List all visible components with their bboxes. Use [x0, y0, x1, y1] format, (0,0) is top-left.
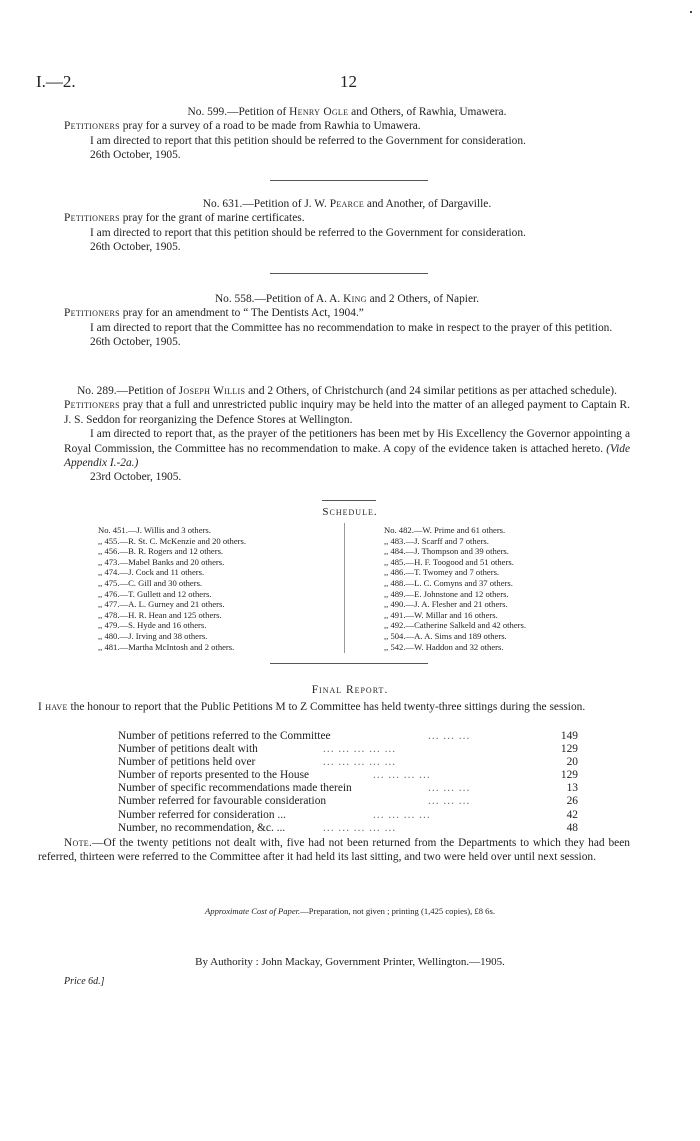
- stat-row: Number, no recommendation, &c. ... ... ... ... ... ... 48: [118, 821, 578, 834]
- stat-value: 48: [566, 821, 578, 834]
- petition-date: 26th October, 1905.: [90, 241, 181, 254]
- stat-value: 20: [566, 756, 578, 769]
- petition-prayer: Petitioners pray for a survey of a road to be made from Rawhia to Umawera.: [64, 120, 421, 133]
- schedule-entry: ,, 455.—R. St. C. McKenzie and 20 others.: [98, 535, 246, 546]
- schedule-entry: ,, 475.—C. Gill and 30 others.: [98, 577, 203, 588]
- schedule-entry: ,, 477.—A. L. Gurney and 21 others.: [98, 599, 225, 610]
- stat-row: Number of petitions referred to the Committee ... ... ... 149: [118, 730, 578, 742]
- schedule-entry: ,, 504.—A. A. Sims and 189 others.: [384, 630, 507, 641]
- petition-599: [64, 105, 630, 163]
- schedule-entry: ,, 489.—E. Johnstone and 12 others.: [384, 588, 509, 599]
- schedule-right-column: [384, 525, 526, 652]
- petition-date: 23rd October, 1905.: [90, 471, 182, 484]
- petition-title: No. 289.—Petition of Joseph Willis and 2 Others, of Christchurch (and 24 similar petitions as per attached schedule).: [77, 385, 617, 397]
- vide-reference: (Vide Appendix I.-2a.): [64, 442, 631, 470]
- schedule-entry: ,, 473.—Mabel Banks and 20 others.: [98, 556, 225, 567]
- schedule-title: Schedule.: [322, 506, 378, 518]
- schedule-entry: ,, 492.—Catherine Salkeld and 42 others.: [384, 620, 527, 631]
- final-report-intro: I have the honour to report that the Public Petitions M to Z Committee has held twenty-three sittings during the session.: [38, 701, 586, 713]
- petitioner-name: Joseph Willis: [178, 385, 246, 397]
- final-report-title: Final Report.: [311, 684, 389, 696]
- petition-title: No. 631.—Petition of J. W. Pearce and Another, of Dargaville.: [202, 198, 492, 210]
- petition-report: I am directed to report that this petition should be referred to the Government for consideration.: [90, 134, 526, 147]
- schedule-entry: ,, 485.—H. F. Toogood and 51 others.: [384, 556, 514, 567]
- stat-value: 129: [560, 769, 578, 782]
- schedule-entry: ,, 456.—B. R. Rogers and 12 others.: [98, 546, 224, 557]
- final-report-statistics: [118, 730, 578, 835]
- stat-value: 149: [560, 730, 578, 742]
- schedule-entry: ,, 483.—J. Scarff and 7 others.: [384, 535, 489, 546]
- schedule-entry: ,, 478.—H. R. Hean and 125 others.: [98, 609, 222, 620]
- schedule-entry: ,, 481.—Martha McIntosh and 2 others.: [98, 641, 235, 652]
- schedule-entry: ,, 480.—J. Irving and 38 others.: [98, 630, 208, 641]
- section-divider: [270, 180, 428, 181]
- schedule-entry: ,, 486.—T. Twomey and 7 others.: [384, 567, 500, 578]
- petition-558: [64, 292, 630, 350]
- petitioner-name: Henry Ogle: [289, 106, 349, 118]
- petition-report: I am directed to report that the Committee has no recommendation to make in respect to the prayer of this petition.: [90, 321, 613, 334]
- petition-report: I am directed to report that, as the prayer of the petitioners has been met by His Excellency the Governor appointing a Royal Commission, the Committee has no recommendation to make. A copy of the evidence taken is attached hereto. (Vide Appendix I.-2a.): [64, 428, 631, 470]
- petition-631: [64, 197, 630, 255]
- schedule-entry: ,, 542.—W. Haddon and 32 others.: [384, 641, 504, 652]
- petition-date: 26th October, 1905.: [90, 149, 181, 162]
- petition-289: [64, 384, 630, 485]
- schedule-entry: ,, 491.—W. Millar and 16 others.: [384, 609, 498, 620]
- document-reference: I.—2.: [36, 72, 76, 91]
- cost-of-paper: Approximate Cost of Paper.—Preparation, not given ; printing (1,425 copies), £8 6s.: [205, 906, 495, 916]
- stat-row: Number of petitions dealt with ... ... ... ... ... 129: [118, 743, 578, 756]
- petition-prayer: Petitioners pray for an amendment to “ The Dentists Act, 1904.”: [64, 307, 364, 320]
- schedule-entry: ,, 479.—S. Hyde and 16 others.: [98, 620, 207, 631]
- margin-mark: [690, 11, 692, 13]
- schedule-entry: ,, 490.—J. A. Flesher and 21 others.: [384, 599, 508, 610]
- petition-report: I am directed to report that this petition should be referred to the Government for consideration.: [90, 226, 526, 239]
- schedule-entry: ,, 484.—J. Thompson and 39 others.: [384, 546, 509, 557]
- petition-title: No. 558.—Petition of A. A. King and 2 Others, of Napier.: [214, 293, 480, 305]
- stat-row: Number of reports presented to the House ... ... ... ... 129: [118, 769, 578, 782]
- stat-row: Number of petitions held over ... ... ... ... ... 20: [118, 756, 578, 769]
- petitioner-name: King: [343, 293, 367, 305]
- stat-row: Number of specific recommendations made therein ... ... ... 13: [118, 782, 578, 795]
- final-report-note: Note.—Of the twenty petitions not dealt with, five had not been returned from the Departments to which they had been referred, thirteen were referred to the Committee after it had held its last sitting, and two were held over until next session.: [38, 837, 630, 864]
- stat-row: Number referred for consideration ... ... ... ... ... 42: [118, 808, 578, 821]
- schedule-column-divider: [344, 523, 345, 653]
- stat-value: 26: [566, 795, 578, 808]
- stat-value: 13: [566, 782, 578, 795]
- stat-value: 129: [560, 743, 578, 756]
- schedule-divider: [322, 500, 376, 501]
- schedule-left-column: [98, 525, 246, 652]
- schedule-entry: ,, 488.—L. C. Comyns and 37 others.: [384, 577, 513, 588]
- petition-title: No. 599.—Petition of Henry Ogle and Others, of Rawhia, Umawera.: [187, 106, 507, 118]
- price: Price 6d.]: [64, 976, 105, 987]
- schedule-entry: No. 451.—J. Willis and 3 others.: [98, 525, 211, 535]
- schedule-entry: ,, 474.—J. Cock and 11 others.: [98, 567, 205, 578]
- petition-prayer: Petitioners pray for the grant of marine certificates.: [64, 212, 305, 225]
- printer-authority: By Authority : John Mackay, Government Printer, Wellington.—1905.: [195, 956, 505, 968]
- petitioner-name: Pearce: [329, 198, 365, 210]
- section-divider: [270, 273, 428, 274]
- stat-row: Number referred for favourable consideration ... ... ... 26: [118, 795, 578, 808]
- stat-value: 42: [566, 808, 578, 821]
- page-number: 12: [340, 72, 357, 91]
- schedule-entry: No. 482.—W. Prime and 61 others.: [384, 525, 506, 535]
- petition-date: 26th October, 1905.: [90, 336, 181, 349]
- schedule-entry: ,, 476.—T. Gullett and 12 others.: [98, 588, 212, 599]
- section-divider: [270, 663, 428, 664]
- petition-prayer: Petitioners pray that a full and unrestricted public inquiry may be held into the matter of an alleged payment to Captain R. J. S. Seddon for reorganizing the Defence Stores at Wellington.: [64, 399, 630, 426]
